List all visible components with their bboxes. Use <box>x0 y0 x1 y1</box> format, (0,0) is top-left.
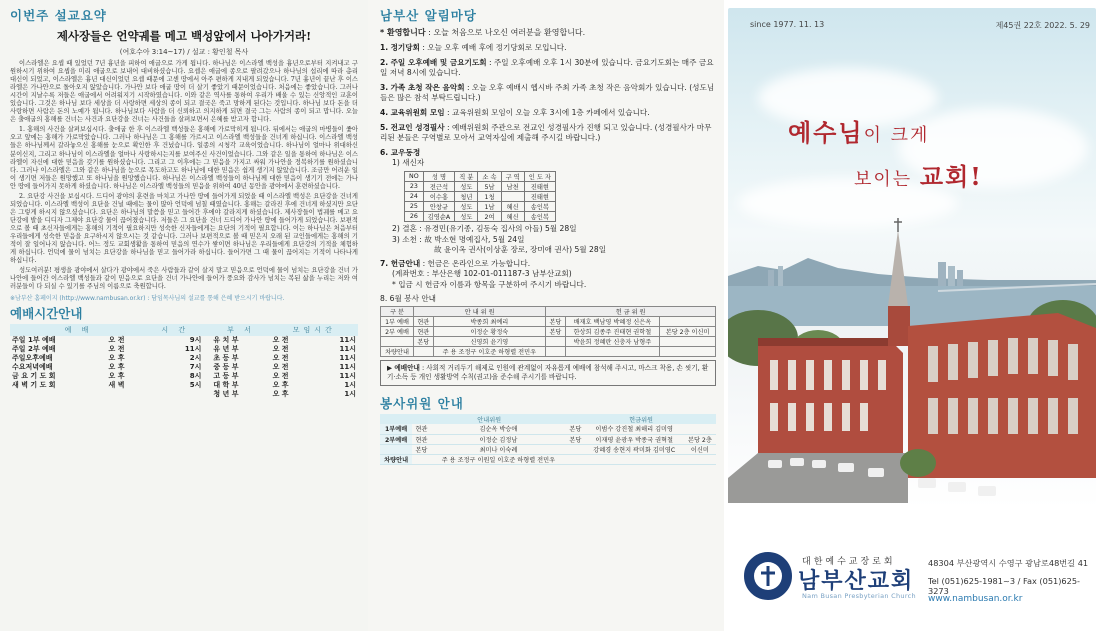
issue-info <box>750 20 1090 31</box>
notice-item: 5. 전교인 성경필사 : 예배위원회 주관으로 전교인 성경필사가 진행 되고 있습니다. (성경필사가 마무리된 분들은 구역별로 모아서 교역자실에 제출해 주시길 바랍니다.) <box>380 122 712 143</box>
denomination: 대한예수교장로회 <box>802 557 896 567</box>
volunteer-table: 안내위원 헌금위원 1부예배 현관 김순옥 박승애 본당 이범수 강진철 최해리 김미영 2부예배 현관 이정순 김정남 본당 이재평 윤광우 박종국 권혁철 본당 2층 본당 최미나 이숙례 강혜경 송현지 곽미화 김미영C 이신미 차량안내 주 용 조정구 이원일 이호준 하형렬 전민우 <box>380 414 716 465</box>
worship-row: 주일오후예배 오 후 2시 초 등 부 오 전 11시 <box>12 354 356 363</box>
sermon-paragraph: 1. 홍해의 사건을 살펴보십시다. 출애굽 한 후 이스라엘 백성들은 홍해에 가로막히게 됩니다. 뒤에서는 애굽의 마병들이 좇아오고 앞에는 홍해가 가로막았습니다. 그러나 하나님은 그 홍해를 가르시고 이스라엘 백성들을 건너게 하십니다. 이스라엘 백성들은 하나님께서 갈라놓으신 홍해를 눈으로 확인한 후 건넜습니다. 일종의 시청각 교육이었습니다. 하나님이 얼마나 위대하신 분이신지, 그리고 하나님이 이스라엘을 얼마나 사랑하시는지를 보여주신 사건이었습니다. 그와 같은 일을 통하여 하나님은 이스라엘이 자신에 대한 믿음을 갖기를 원하셨습니다. 그리고 그 이후에는 그 믿음을 가지고 싸워 가나안을 정복하기를 원하셨습니다. 그러나 이스라엘은 그와 같은 하나님을 눈으로 목도하고도 하나님에 대한 믿음은 쉽게 생기지 않았습니다. 조금만 어려운 일이 생기면 저들은 원망했고 또 하나님을 원망했습니다. 하나님은 이스라엘 백성들이 하나님께 대한 믿음이 생기기 전에는 가나안 땅에 들어가지 못하게 하셨습니다. 하나님은 이스라엘 백성들의 믿음을 위하여 40년 동안을 광야에서 훈련하셨습니다. <box>10 126 358 190</box>
worship-row: 수요저녁예배 오 후 7시 중 등 부 오 전 11시 <box>12 363 356 372</box>
newcomer-header-cell: 성 명 <box>423 171 455 181</box>
newcomer-row: 24 이수홍 청년 1청 진태현 <box>405 191 556 201</box>
newcomer-header-cell: 소 속 <box>478 171 501 181</box>
church-name: 남부산교회 <box>798 568 915 594</box>
church-name-en: Nam Busan Presbyterian Church <box>802 592 916 600</box>
cover-panel <box>724 0 1100 631</box>
worship-schedule-title: 예배시간안내 <box>10 306 83 322</box>
sermon-title: 제사장들은 언약궤를 메고 백성앞에서 나아가거라! <box>56 29 312 43</box>
worship-header: 예 배 <box>10 324 147 336</box>
church-phone: Tel (051)625-1981~3 / Fax (051)625-3273 <box>928 576 1081 596</box>
worship-row: 청 년 부 오 후 1시 <box>213 390 356 399</box>
slogan-line-1: 예수님이 크게 <box>788 118 930 147</box>
newcomer-header-cell: NO <box>405 171 424 181</box>
service-row: 2부 예배 현관 이정순 황정숙 본당 한상희 김종주 진태현 권학철 본당 2층 이신미 <box>381 327 716 337</box>
sermon-section-title: 이번주 설교요약 <box>10 8 107 23</box>
notice-item: 2. 주일 오후예배 및 금요기도회 : 주일 오후예배 오후 1시 30분에 있습니다. 금요기도회는 매주 금요일 저녁 8시에 있습니다. <box>380 57 714 78</box>
church-photo <box>728 8 1096 508</box>
slogan-line-2: 보이는 교회! <box>854 162 983 191</box>
notice-item: 1. 정기당회 : 오늘 오후 예배 후에 정기당회로 모입니다. <box>380 43 567 52</box>
church-identity <box>744 552 1094 622</box>
sermon-panel <box>0 0 368 631</box>
service-table: 구 분 안 내 위 원 헌 금 위 원 1부 예배 현관 박종희 최예리 본당 배재호 백남영 박혜정 신은옥 2부 예배 현관 이정순 황정숙 본당 한상희 김종주 진태현 권학철 본당 2층 이신미 본당 신영희 윤기영 박윤희 정혜란 신충자 남형주 차량안내 주 용 조정구 이호준 하형렬 전민우 <box>380 306 716 357</box>
volunteer-row: 본당 최미나 이숙례 강혜경 송현지 곽미화 김미영C 이신미 <box>380 444 716 454</box>
member-news-details: 2) 결혼 : 유경민(유기종, 김동숙 집사의 아들) 5월 28일 3) 소천 : 故 박소현 명예집사, 5월 24일 故 윤이옥 권사(이상훈 장로, 장미애 권사) 5월 28일 <box>392 223 607 255</box>
notice-item: 3. 가족 초청 작은 음악회 : 오늘 오후 예배시 헵시바 주최 가족 초청 작은 음악회가 있습니다. (성도님들은 많은 참석 부탁드립니다.) <box>380 82 715 103</box>
sermon-paragraph: 2. 요단강 사건을 보십시다. 드디어 광야의 훈련을 마치고 가나안 땅에 들어가게 되었을 때 이스라엘 백성은 요단강을 건너게 되었습니다. 이스라엘 백성이 요단을 건널 때에는 물이 많아 언덕에 넘칠 때였습니다. 홍해는 갈라진 후에 건너게 하셨지만 요단은 그렇게 하시지 않으셨습니다. 요단은 하나님의 말씀을 믿고 들어간 후에야 갈라지게 하셨습니다. 제사장들이 법궤를 메고 요단강에 발을 디디자 그제야 요단강 물이 끊어졌습니다. 저들은 그 요단을 건너 드디어 가나안 땅에 들어가게 되었습니다. 보편적으로 볼 때 초신자들에게는 홍해의 기적이 필요하지만 성숙한 신자들에게는 요단의 기적이 필요합니다. 이는 하나님은 처음부터 우리들에게 성숙한 믿음을 요구하시지 않으시는 것 같습니다. 그러나 보편적으로 볼 때 믿은지 오래 된 교인들에게는 홍해의 기적이 잘 일어나지 않습니다. 어느 정도 교회생활을 통하여 믿음의 연수가 쌓이면 하나님은 우리들에게 요단강의 기적을 체험하게 하십니다. 언덕에 물이 넘치는 요단강을 하나님을 믿고 들어가라 하십니다. 들어가면 그 때 물이 끊어지는 기적이 나타나게 하십니다. <box>10 192 358 265</box>
welcome-text: : 오늘 처음으로 나오신 여러분을 환영합니다. <box>425 28 586 37</box>
notice-panel <box>368 0 724 631</box>
newcomer-header-cell: 직 분 <box>455 171 478 181</box>
newcomer-row: 23 전근석 성도 5남 남천 진태현 <box>405 181 556 191</box>
newcomer-header-cell: 인 도 자 <box>524 171 555 181</box>
volunteer-row: 차량안내 주 용 조정구 이원일 이호준 하형렬 전민우 <box>380 454 716 464</box>
worship-header: 모임시간 <box>271 324 358 336</box>
volunteer-title: 봉사위원 안내 <box>380 396 464 412</box>
church-website-link[interactable]: www.nambusan.or.kr <box>928 594 1023 604</box>
volunteer-row: 1부예배 현관 김순옥 박승애 본당 이범수 강진철 최해리 김미영 <box>380 424 716 434</box>
worship-notice: ▶ 예배안내 : 사회적 거리두기 해제로 인원에 관계없이 자유롭게 예배에 참석해 주시고, 마스크 착용, 손 씻기, 환기·소독 등 개인 생활방역 수칙(권고)을 준수해 주시기를 바랍니다. <box>380 360 716 386</box>
church-seal-icon <box>744 552 792 600</box>
worship-header: 시 간 <box>147 324 203 336</box>
worship-header: 부 서 <box>211 324 270 336</box>
newcomer-header-cell: 구 역 <box>501 171 524 181</box>
worship-row: 금 요 기 도 회 오 후 8시 고 등 부 오 전 11시 <box>12 372 356 381</box>
since-date: since 1977. 11. 13 <box>750 20 825 29</box>
welcome-line <box>380 27 716 38</box>
sermon-paragraph: 이스라엘은 요셉 때 있었던 7년 흉년을 피하여 애굽으로 가게 됩니다. 하나님은 이스라엘 백성을 흉년으로부터 지켜내고 구원하시기 위하여 요셉을 미리 애굽으로 보내어 대비하셨습니다. 요셉은 애굽에 종으로 팔려갔으나 하나님의 섭리에 따라 총리 대신이 되었고, 이스라엘은 흉년 대신이었던 요셉 때문에 고센 땅에서 아주 편하게 지내게 되었습니다. 7년 흉년이 끝난 후 이스라엘은 가나안으로 돌아오지 않았습니다. 가나안 보다 애굽 땅이 더 살기 좋았기 때문이었습니다. 처음에는 좋았습니다. 그러나 시간이 지날수록 저들은 애굽에서 어려워지기 시작하였습니다. 이와 같은 역사를 통하여 우리가 배울 수 있는 신앙적인 교훈이 있습니다. 그것은 하나님 보다 세상을 더 사랑하면 세상의 종이 되고 결국은 죽고 망하게 된다는 것입니다. 하나님 보다 돈을 더 사랑하면 사람은 돈의 노예가 됩니다. 하나님보다 사람을 더 신뢰하고 의지하게 되면 결국 그는 사람의 종이 되고 맙니다. 오늘은 출애굽의 홍해를 건너는 사건과 요단강을 건너는 사건들을 살펴보면서 은혜를 받고자 합니다. <box>10 60 358 124</box>
welcome-label: * 환영합니다 <box>380 28 426 37</box>
sermon-info: (여호수아 3:14~17) / 설교 : 황인철 목사 <box>119 48 249 56</box>
service-title: 8. 6월 봉사 안내 <box>380 293 436 303</box>
worship-row: 주일 1부 예배 오 전 9시 유 치 부 오 전 11시 <box>12 336 356 345</box>
worship-schedule-table <box>10 324 358 399</box>
volunteer-row: 2부예배 현관 이정순 김정남 본당 이재평 윤광우 박종국 권혁철 본당 2층 <box>380 434 716 444</box>
issue-number: 제45권 22호 2022. 5. 29 <box>995 21 1090 30</box>
church-address: 48304 부산광역시 수영구 광남로48번길 41 <box>928 558 1089 568</box>
homepage-note: ※남부산 홈페이지 (http://www.nambusan.or.kr) : 담임목사님의 설교를 통해 은혜 받으시기 바랍니다. <box>10 295 285 303</box>
newcomer-row: 26 김영순A 성도 2여 혜신 송인복 <box>405 211 556 221</box>
service-row: 차량안내 주 용 조정구 이호준 하형렬 전민우 <box>381 347 716 357</box>
newcomer-table <box>404 171 556 222</box>
cover-photo <box>728 8 1096 508</box>
newcomer-row: 25 안창규 성도 1남 혜신 송인복 <box>405 201 556 211</box>
notice-item: 4. 교육위원회 모임 : 교육위원회 모임이 오늘 오후 3시에 1층 카페에서 있습니다. <box>380 107 650 117</box>
worship-row: 새 벽 기 도 회 새 벽 5시 대 학 부 오 후 1시 <box>12 381 356 390</box>
notice-title: 남부산 알림마당 <box>380 8 477 23</box>
offering-info: 7. 헌금안내 : 헌금은 온라인으로 가능합니다. (계좌번호 : 부산은행 102-01-011187-3 남부산교회) * 입금 시 헌금자 이름과 항목을 구분하여 주시기 바랍니다. <box>380 258 587 289</box>
worship-row: 주일 2부 예배 오 전 11시 유 년 부 오 전 11시 <box>12 345 356 354</box>
service-row: 본당 신영희 윤기영 박윤희 정혜란 신충자 남형주 <box>381 337 716 347</box>
sermon-paragraph: 성도여러분! 평생을 광야에서 살다가 광야에서 죽은 사람들과 같이 살지 말고 믿음으로 언덕에 물이 넘치는 요단강을 건너 가나안에 들어간 이스라엘 백성들과 같이 믿음으로 요단을 건너 가나안에 들어가 풍요와 감사가 넘치는 복된 삶을 누리는 저와 여러분들이 다 되실 수 있기를 주님의 이름으로 축원합니다. <box>10 267 358 291</box>
member-news: 6. 교우동정 1) 새신자 <box>380 147 425 168</box>
service-row: 1부 예배 현관 박종희 최예리 본당 배재호 백남영 박혜정 신은옥 <box>381 317 716 327</box>
